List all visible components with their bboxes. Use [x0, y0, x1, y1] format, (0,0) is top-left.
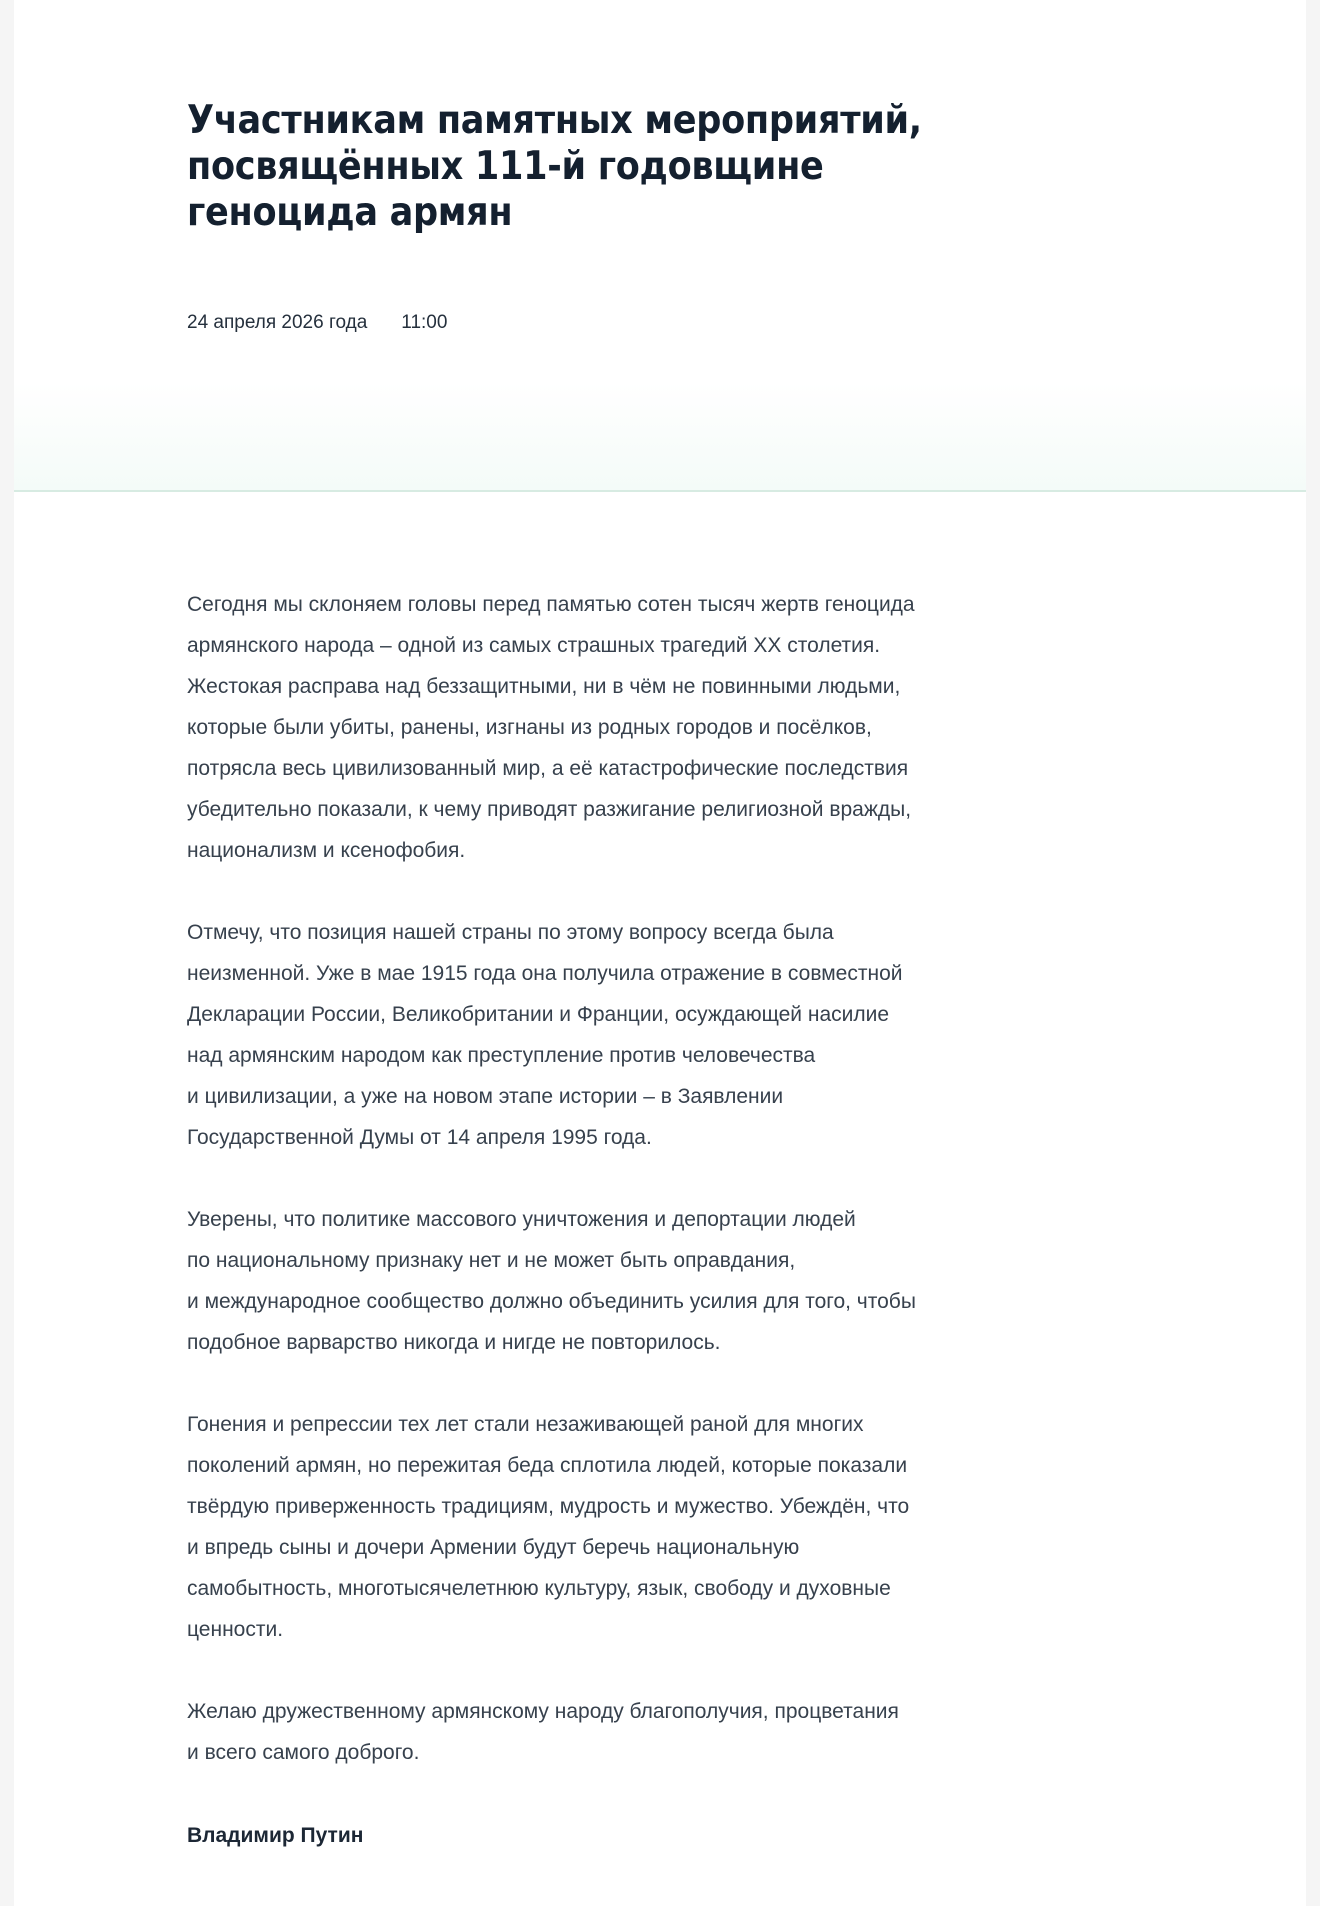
publication-time: 11:00: [401, 312, 448, 333]
article-page: [14, 0, 1306, 1906]
paragraph: Гонения и репрессии тех лет стали незаживающей раной для многих поколений армян, но пережитая беда сплотила людей, которые показали твёрдую приверженность традициям, мудрость и мужество. Убеждён, что и впредь сыны и дочери Армении будут беречь национальную самобытность, многотысячелетнюю культуру, язык, свободу и духовные ценности.: [187, 1413, 910, 1641]
article-body: [14, 492, 1306, 1851]
paragraph: Желаю дружественному армянскому народу благополучия, процветания и всего самого доброго.: [187, 1700, 899, 1764]
paragraph: Сегодня мы склоняем головы перед памятью сотен тысяч жертв геноцида армянского народа – одной из самых страшных трагедий XX столетия. Жестокая расправа над беззащитными, ни в чём не повинными людьми, которые были убиты, ранены, изгнаны из родных городов и посёлков, потрясла весь цивилизованный мир, а её катастрофические последствия убедительно показали, к чему приводят разжигание религиозной вражды, национализм и ксенофобия.: [187, 593, 915, 862]
article-header: [14, 0, 1306, 492]
author-signature: Владимир Путин: [187, 1824, 364, 1847]
paragraph: Уверены, что политике массового уничтожения и депортации людей по национальному признаку нет и не может быть оправдания, и международное сообщество должно объединить усилия для того, чтобы подобное варварство никогда и нигде не повторилось.: [187, 1208, 916, 1354]
publication-date-row: [187, 312, 1206, 334]
page-title: Участникам памятных мероприятий, посвящённых 111-й годовщине геноцида армян: [187, 98, 922, 235]
paragraph: Отмечу, что позиция нашей страны по этому вопросу всегда была неизменной. Уже в мае 1915 года она получила отражение в совместной Декларации России, Великобритании и Франции, осуждающей насилие над армянским народом как преступление против человечества и цивилизации, а уже на новом этапе истории – в Заявлении Государственной Думы от 14 апреля 1995 года.: [187, 921, 903, 1149]
publication-date: 24 апреля 2026 года: [187, 312, 368, 333]
